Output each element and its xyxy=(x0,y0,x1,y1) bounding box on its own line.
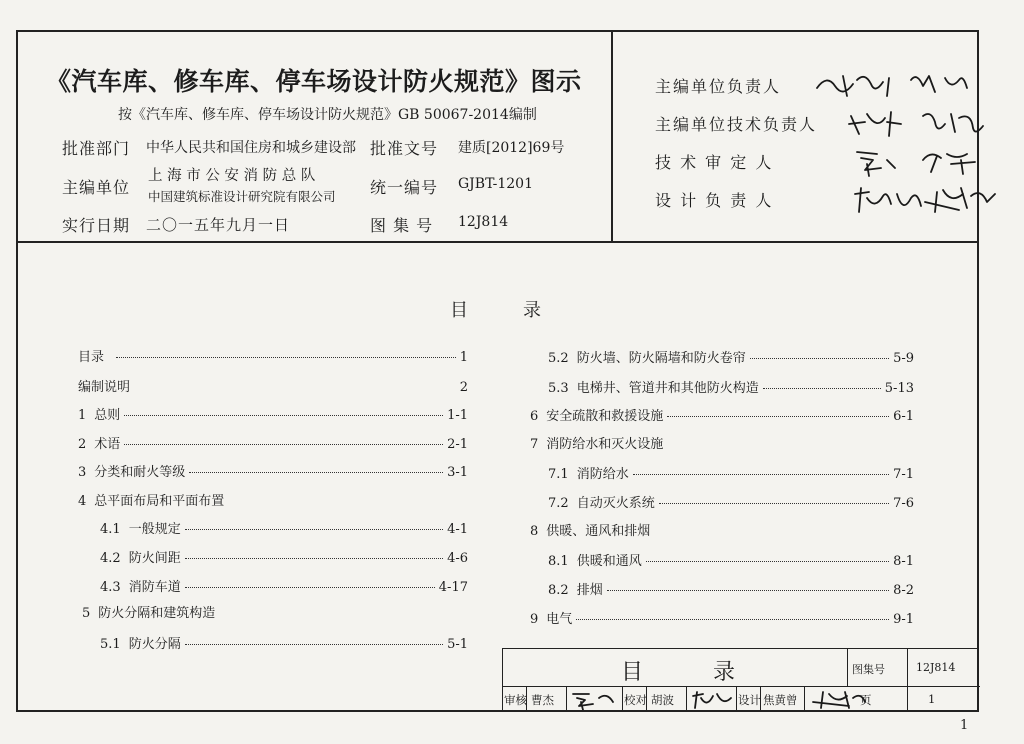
toc-entry-number: 5.3 xyxy=(548,381,569,396)
toc-entry[interactable] xyxy=(78,490,468,510)
responsibility-label: 主编单位负责人 xyxy=(655,77,782,96)
toc-entry-title: 防火间距 xyxy=(128,551,181,566)
toc-entry-number: 7 xyxy=(530,437,539,452)
toc-entry-page: 9-1 xyxy=(893,612,914,627)
toc-entry-number: 目录 xyxy=(78,350,105,365)
toc-entry-title: 总平面布局和平面布置 xyxy=(94,494,225,509)
toc-entry-page: 1 xyxy=(459,350,468,365)
toc-entry-number: 编制说明 xyxy=(78,380,131,395)
toc-entry-title: 供暖和通风 xyxy=(576,554,642,569)
leader-dots xyxy=(185,558,443,559)
leader-dots xyxy=(116,357,456,358)
leader-dots xyxy=(750,358,889,359)
toc-entry-number: 8.1 xyxy=(548,554,569,569)
toc-entry-page: 2 xyxy=(459,380,468,395)
atlas-value: 12J814 xyxy=(916,661,956,674)
toc-entry-number: 6 xyxy=(530,409,539,424)
unified-no-value: GJBT-1201 xyxy=(458,176,533,192)
review-name: 曹杰 xyxy=(531,693,554,707)
toc-entry-number: 9 xyxy=(530,612,539,627)
toc-entry[interactable] xyxy=(548,492,914,512)
toc-entry-number: 1 xyxy=(78,408,87,423)
leader-dots xyxy=(607,590,889,591)
chief-unit-value-1: 上 海 市 公 安 消 防 总 队 xyxy=(148,168,316,184)
toc-entry-number: 4.1 xyxy=(100,522,121,537)
toc-entry-title: 分类和耐火等级 xyxy=(94,465,186,480)
toc-entry-number: 7.2 xyxy=(548,496,569,511)
toc-entry-number: 3 xyxy=(78,465,87,480)
toc-entry[interactable] xyxy=(78,404,468,424)
toc-entry-title: 电梯井、管道井和其他防火构造 xyxy=(576,381,759,396)
responsibility-label: 设 计 负 责 人 xyxy=(655,191,774,210)
toc-entry-page: 4-6 xyxy=(447,551,468,566)
leader-dots xyxy=(576,619,889,620)
approval-doc-label: 批准文号 xyxy=(370,139,439,158)
toc-entry[interactable] xyxy=(530,608,914,628)
responsibility-label: 技 术 审 定 人 xyxy=(655,153,774,172)
toc-entry-number: 5.2 xyxy=(548,351,569,366)
leader-dots xyxy=(185,529,443,530)
design-name: 焦黄曾 xyxy=(763,693,798,707)
toc-entry-title: 排烟 xyxy=(576,583,603,598)
toc-entry-number: 4.3 xyxy=(100,580,121,595)
chief-unit-value-2: 中国建筑标准设计研究院有限公司 xyxy=(148,189,336,204)
toc-entry-title: 消防车道 xyxy=(128,580,181,595)
responsibility-row xyxy=(655,146,975,176)
toc-entry[interactable] xyxy=(530,405,914,425)
check-signature-cell xyxy=(687,687,737,711)
title-block-main xyxy=(503,649,848,687)
leader-dots xyxy=(763,388,881,389)
signature-image xyxy=(851,146,1001,178)
toc-entry-title: 防火分隔 xyxy=(128,637,181,652)
toc-entry-page: 3-1 xyxy=(447,465,468,480)
effective-date-value: 二〇一五年九月一日 xyxy=(146,216,291,234)
toc-entry-page: 7-1 xyxy=(893,467,914,482)
toc-entry[interactable] xyxy=(82,602,468,622)
review-label-cell xyxy=(503,687,527,711)
toc-entry[interactable] xyxy=(530,433,914,453)
toc-entry-page: 1-1 xyxy=(447,408,468,423)
page-value: 1 xyxy=(928,692,936,706)
signature-image xyxy=(813,70,983,102)
page-number: 1 xyxy=(960,718,969,733)
toc-entry-number: 4.2 xyxy=(100,551,121,566)
document-title: 《汽车库、修车库、停车场设计防火规范》图示 xyxy=(46,67,582,96)
toc-entry-title: 电气 xyxy=(546,612,573,627)
leader-dots xyxy=(185,587,435,588)
leader-dots xyxy=(124,415,443,416)
header-box xyxy=(16,30,979,243)
responsibility-label: 主编单位技术负责人 xyxy=(655,115,818,134)
responsibility-row xyxy=(655,108,975,138)
leader-dots xyxy=(124,444,443,445)
atlas-label: 图集号 xyxy=(852,663,885,676)
unified-no-label: 统一编号 xyxy=(370,178,439,197)
toc-entry-title: 消防给水和灭火设施 xyxy=(546,437,664,452)
toc-entry-page: 8-1 xyxy=(893,554,914,569)
responsibility-row xyxy=(655,184,975,214)
responsibility-panel xyxy=(615,32,979,241)
effective-date-label: 实行日期 xyxy=(62,216,131,235)
toc-entry-number: 5.1 xyxy=(100,637,121,652)
check-label: 校对 xyxy=(624,693,647,707)
toc-entry-number: 5 xyxy=(82,606,91,621)
toc-entry-title: 防火分隔和建筑构造 xyxy=(98,606,216,621)
toc-entry[interactable] xyxy=(548,579,914,599)
design-label: 设计 xyxy=(738,693,761,707)
review-name-cell xyxy=(527,687,567,711)
toc-entry[interactable] xyxy=(78,433,468,453)
leader-dots xyxy=(646,561,889,562)
toc-entry-page: 4-1 xyxy=(447,522,468,537)
toc-entry[interactable] xyxy=(100,633,468,653)
design-name-cell xyxy=(761,687,805,711)
signature-image xyxy=(847,108,997,140)
toc-entry[interactable] xyxy=(548,377,914,397)
approval-dept-label: 批准部门 xyxy=(62,139,131,158)
toc-entry-page: 5-9 xyxy=(893,351,914,366)
review-signature-cell xyxy=(567,687,623,711)
leader-dots xyxy=(667,416,889,417)
toc-entry[interactable] xyxy=(100,518,468,538)
check-name: 胡波 xyxy=(651,693,674,707)
toc-entry-page: 5-1 xyxy=(447,637,468,652)
toc-entry-number: 7.1 xyxy=(548,467,569,482)
leader-dots xyxy=(659,503,889,504)
signature-image xyxy=(851,184,1011,218)
leader-dots xyxy=(633,474,889,475)
toc-entry-title: 防火墙、防火隔墙和防火卷帘 xyxy=(576,351,746,366)
approval-doc-value: 建质[2012]69号 xyxy=(458,140,565,156)
signature-image xyxy=(569,688,623,710)
header-info xyxy=(18,32,613,241)
review-label: 审核 xyxy=(504,693,527,707)
toc-entry-number: 8.2 xyxy=(548,583,569,598)
toc-entry-title: 消防给水 xyxy=(576,467,629,482)
toc-entry-page: 8-2 xyxy=(893,583,914,598)
atlas-no-value: 12J814 xyxy=(458,214,509,230)
toc-entry-title: 安全疏散和救援设施 xyxy=(546,409,664,424)
responsibility-row xyxy=(655,70,975,100)
toc-entry[interactable] xyxy=(530,520,914,540)
toc-entry-number: 2 xyxy=(78,437,87,452)
toc-entry[interactable] xyxy=(78,376,468,396)
title-block-title: 目录 xyxy=(621,660,806,685)
toc-entry-title: 总则 xyxy=(94,408,121,423)
toc-entry-title: 一般规定 xyxy=(128,522,181,537)
toc-entry-page: 6-1 xyxy=(893,409,914,424)
toc-entry-page: 2-1 xyxy=(447,437,468,452)
toc-entry[interactable] xyxy=(548,463,914,483)
document-subtitle: 按《汽车库、修车库、停车场设计防火规范》GB 50067-2014编制 xyxy=(118,107,537,123)
signature-image xyxy=(689,688,737,710)
leader-dots xyxy=(189,472,443,473)
toc-entry[interactable] xyxy=(100,576,468,596)
title-block xyxy=(502,648,979,712)
toc-entry-page: 7-6 xyxy=(893,496,914,511)
check-label-cell xyxy=(623,687,647,711)
page-cell xyxy=(860,687,980,711)
leader-dots xyxy=(185,644,443,645)
atlas-no-label: 图 集 号 xyxy=(370,216,434,235)
atlas-value-cell xyxy=(908,649,980,687)
toc-entry-title: 供暖、通风和排烟 xyxy=(546,524,651,539)
design-label-cell xyxy=(737,687,761,711)
toc-entry-page: 4-17 xyxy=(438,580,468,595)
toc-entry-number: 8 xyxy=(530,524,539,539)
approval-dept-value: 中华人民共和国住房和城乡建设部 xyxy=(146,140,356,156)
toc-entry[interactable] xyxy=(548,550,914,570)
toc-entry-number: 4 xyxy=(78,494,87,509)
toc-entry[interactable] xyxy=(78,461,468,481)
toc-entry-title: 自动灭火系统 xyxy=(576,496,655,511)
design-signature-cell xyxy=(805,687,908,711)
chief-unit-label: 主编单位 xyxy=(62,178,131,197)
check-name-cell xyxy=(647,687,687,711)
toc-entry[interactable] xyxy=(78,346,468,366)
toc-entry[interactable] xyxy=(100,547,468,567)
toc-heading: 目录 xyxy=(450,300,596,321)
toc-entry-title: 术语 xyxy=(94,437,121,452)
page-label: 页 xyxy=(860,693,872,707)
atlas-label-cell xyxy=(848,649,908,687)
toc-entry-page: 5-13 xyxy=(884,381,914,396)
toc-entry[interactable] xyxy=(548,347,914,367)
